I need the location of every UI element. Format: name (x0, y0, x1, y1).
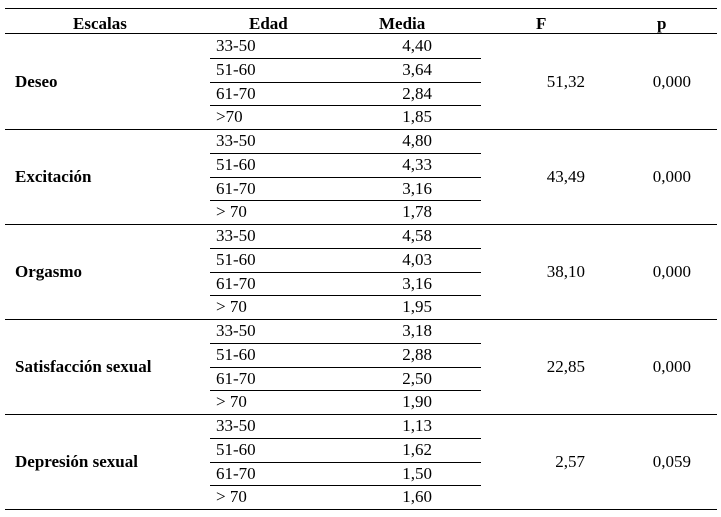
edad-cell: 61-70 (216, 178, 256, 198)
edad-cell: > 70 (216, 202, 247, 222)
header-f: F (536, 14, 547, 33)
media-cell: 4,80 (402, 131, 432, 150)
edad-cell: 33-50 (216, 226, 256, 245)
media-cell: 3,18 (402, 321, 432, 340)
media-cell: 1,60 (402, 487, 432, 507)
media-cell: 4,40 (402, 36, 432, 55)
edad-cell: 33-50 (216, 131, 256, 150)
group-divider (5, 129, 717, 130)
media-cell: 4,58 (402, 226, 432, 245)
edad-cell: 61-70 (216, 368, 256, 388)
p-value: 0,000 (652, 71, 691, 91)
edad-cell: 51-60 (216, 344, 256, 364)
f-value: 43,49 (546, 166, 585, 186)
p-value: 0,059 (652, 451, 691, 471)
edad-cell: 51-60 (216, 154, 256, 174)
p-value: 0,000 (652, 261, 691, 281)
f-value: 51,32 (546, 71, 585, 91)
edad-cell: > 70 (216, 487, 247, 507)
table-top-rule (5, 8, 717, 9)
escala-label: Deseo (15, 71, 58, 91)
media-cell: 3,16 (402, 178, 432, 198)
row-divider (210, 200, 481, 201)
edad-cell: >70 (216, 107, 243, 127)
edad-cell: 51-60 (216, 439, 256, 459)
edad-cell: 51-60 (216, 249, 256, 269)
row-divider (210, 390, 481, 391)
row-divider (210, 105, 481, 106)
row-divider (210, 295, 481, 296)
media-cell: 1,85 (402, 107, 432, 127)
media-cell: 4,33 (402, 154, 432, 174)
edad-cell: 33-50 (216, 321, 256, 340)
edad-cell: 61-70 (216, 463, 256, 483)
escala-label: Depresión sexual (15, 451, 138, 471)
edad-cell: 33-50 (216, 416, 256, 435)
edad-cell: 61-70 (216, 273, 256, 293)
media-cell: 4,03 (402, 249, 432, 269)
header-edad: Edad (249, 14, 288, 33)
edad-cell: > 70 (216, 392, 247, 412)
media-cell: 3,16 (402, 273, 432, 293)
header-escalas: Escalas (73, 14, 127, 33)
f-value: 38,10 (546, 261, 585, 281)
header-media: Media (379, 14, 426, 33)
media-cell: 1,95 (402, 297, 432, 317)
media-cell: 2,84 (402, 83, 432, 103)
group-divider (5, 319, 717, 320)
media-cell: 2,50 (402, 368, 432, 388)
edad-cell: > 70 (216, 297, 247, 317)
f-value: 2,57 (555, 451, 585, 471)
edad-cell: 51-60 (216, 59, 256, 79)
row-divider (210, 485, 481, 486)
escala-label: Excitación (15, 166, 92, 186)
media-cell: 1,90 (402, 392, 432, 412)
edad-cell: 61-70 (216, 83, 256, 103)
edad-cell: 33-50 (216, 36, 256, 55)
media-cell: 1,62 (402, 439, 432, 459)
p-value: 0,000 (652, 166, 691, 186)
group-divider (5, 509, 717, 510)
media-cell: 2,88 (402, 344, 432, 364)
escala-label: Orgasmo (15, 261, 83, 281)
p-value: 0,000 (652, 356, 691, 376)
media-cell: 1,50 (402, 463, 432, 483)
f-value: 22,85 (546, 356, 585, 376)
group-divider (5, 224, 717, 225)
media-cell: 3,64 (402, 59, 432, 79)
header-p: p (657, 14, 667, 33)
media-cell: 1,78 (402, 202, 432, 222)
escala-label: Satisfacción sexual (15, 356, 152, 376)
media-cell: 1,13 (402, 416, 432, 435)
group-divider (5, 414, 717, 415)
header-bottom-rule (5, 33, 717, 34)
